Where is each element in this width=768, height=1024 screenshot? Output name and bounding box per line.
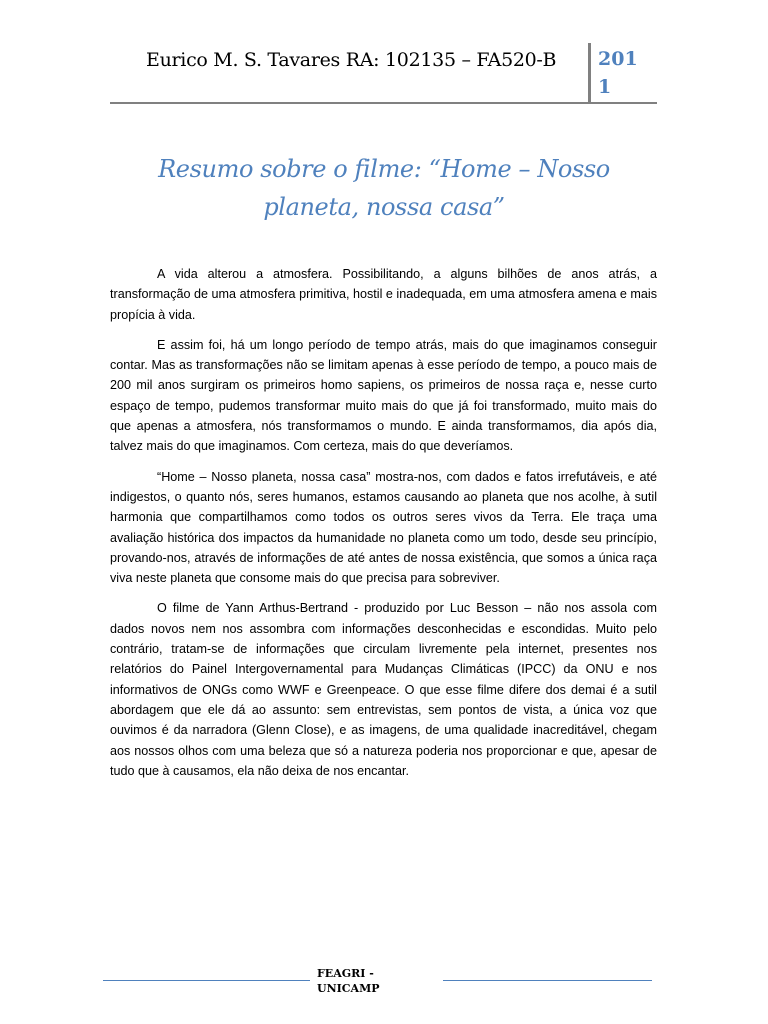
header-vertical-divider <box>588 43 591 103</box>
footer-rule-left <box>103 980 310 981</box>
document-title: Resumo sobre o filme: “Home – Nosso planeta, nossa casa” <box>158 155 610 221</box>
header-horizontal-rule <box>110 102 657 104</box>
paragraph-2: E assim foi, há um longo período de tempo atrás, mais do que imaginamos conseguir contar. Mas as transformações não se limitam apenas à esse período de tempo, a pouco mais de 200 mil anos surgiram os primeiros homo sapiens, os primeiros de nossa raça e, nesse curto espaço de tempo, pudemos transformar muito mais do que já foi transformado, muito mais do que apenas a atmosfera, nós transformamos o mundo. E ainda transformamos, dia após dia, talvez mais do que imaginamos. Com certeza, mais do que deveríamos. <box>110 337 657 454</box>
header-author-line: Eurico M. S. Tavares RA: 102135 – FA520-B <box>146 49 557 71</box>
footer-rule-right <box>443 980 652 981</box>
footer-label: FEAGRI - UNICAMP <box>317 967 380 995</box>
paragraph-1: A vida alterou a atmosfera. Possibilitando, a alguns bilhões de anos atrás, a transformação de uma atmosfera primitiva, hostil e inadequada, em uma atmosfera amena e mais propícia à vida. <box>110 267 657 322</box>
paragraph-4: O filme de Yann Arthus-Bertrand - produzido por Luc Besson – não nos assola com dados novos nem nos assombra com informações desconhecidas e escondidas. Muito pelo contrário, tratam-se de informações que circulam livremente pela internet, presentes nos relatórios do Painel Intergovernamental para Mudanças Climáticas (IPCC) da ONU e nos informativos de ONGs como WWF e Greenpeace. O que esse filme difere dos demai é a sutil abordagem que ele dá ao assunto: sem entrevistas, sem pontos de vista, a única voz que ouvimos é da narradora (Glenn Close), e as imagens, de uma qualidade inacreditável, chegam aos nossos olhos com uma beleza que só a natureza poderia nos proporcionar e que, apesar de tudo que à causamos, ela não deixa de nos encantar. <box>110 601 657 778</box>
paragraph-3: “Home – Nosso planeta, nossa casa” mostra-nos, com dados e fatos irrefutáveis, e até indigestos, o quanto nós, seres humanos, estamos causando ao planeta que nos acolhe, à sutil harmonia que compartilhamos como todos os outros seres vivos da Terra. Ele traça uma avaliação histórica dos impactos da humanidade no planeta como um todo, desde seu princípio, provando-nos, através de informações de até antes de nossa existência, que somos a única raça viva neste planeta que consome mais do que precisa para sobreviver. <box>110 469 657 586</box>
header-year: 2011 <box>598 48 638 98</box>
body-text <box>110 264 657 791</box>
